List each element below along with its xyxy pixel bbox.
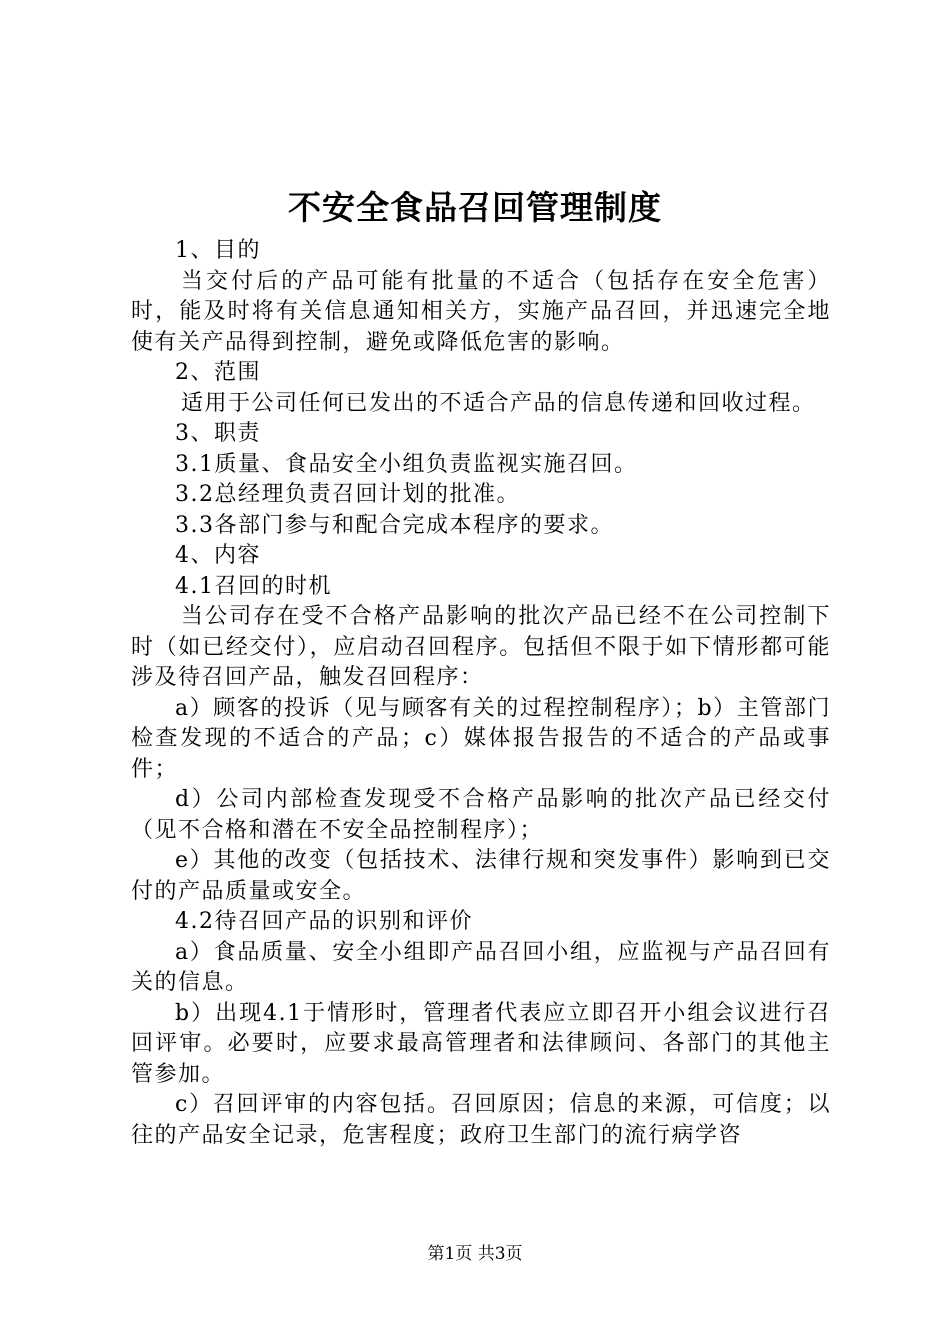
- paragraph: a）食品质量、安全小组即产品召回小组，应监视与产品召回有关的信息。: [131, 939, 831, 995]
- paragraph: c）召回评审的内容包括。召回原因；信息的来源，可信度；以往的产品安全记录，危害程度；政府卫生部门的流行病学咨: [131, 1092, 831, 1148]
- paragraph: a）顾客的投诉（见与顾客有关的过程控制程序）；b）主管部门检查发现的不适合的产品；c）媒体报告报告的不适合的产品或事件；: [131, 695, 831, 782]
- paragraph: 3.3各部门参与和配合完成本程序的要求。: [175, 512, 614, 538]
- paragraph: e）其他的改变（包括技术、法律行规和突发事件）影响到已交付的产品质量或安全。: [131, 848, 831, 904]
- document-title: 不安全食品召回管理制度: [288, 188, 662, 227]
- paragraph: 2、范围: [175, 360, 261, 385]
- paragraph: 3.2总经理负责召回计划的批准。: [175, 482, 520, 507]
- paragraph: 3.1质量、食品安全小组负责监视实施召回。: [175, 451, 638, 477]
- paragraph: 当交付后的产品可能有批量的不适合（包括存在安全危害）时，能及时将有关信息通知相关方，实施产品召回，并迅速完全地使有关产品得到控制，避免或降低危害的影响。: [131, 268, 831, 355]
- paragraph: b）出现4.1于情形时，管理者代表应立即召开小组会议进行召回评审。必要时，应要求最高管理者和法律顾问、各部门的其他主管参加。: [131, 1000, 831, 1087]
- paragraph: 1、目的: [175, 238, 261, 263]
- document-body: [131, 236, 831, 1151]
- page-footer: 第1页 共3页: [427, 1244, 523, 1264]
- paragraph: 4、内容: [175, 543, 261, 568]
- paragraph: 当公司存在受不合格产品影响的批次产品已经不在公司控制下时（如已经交付），应启动召回程序。包括但不限于如下情形都可能涉及待召回产品，触发召回程序：: [131, 604, 831, 690]
- paragraph: 3、职责: [175, 421, 261, 446]
- paragraph: 4.2待召回产品的识别和评价: [175, 909, 473, 934]
- paragraph: d）公司内部检查发现受不合格产品影响的批次产品已经交付（见不合格和潜在不安全品控制程序）；: [131, 787, 831, 843]
- paragraph: 4.1召回的时机: [175, 573, 332, 599]
- paragraph: 适用于公司任何已发出的不适合产品的信息传递和回收过程。: [181, 390, 816, 416]
